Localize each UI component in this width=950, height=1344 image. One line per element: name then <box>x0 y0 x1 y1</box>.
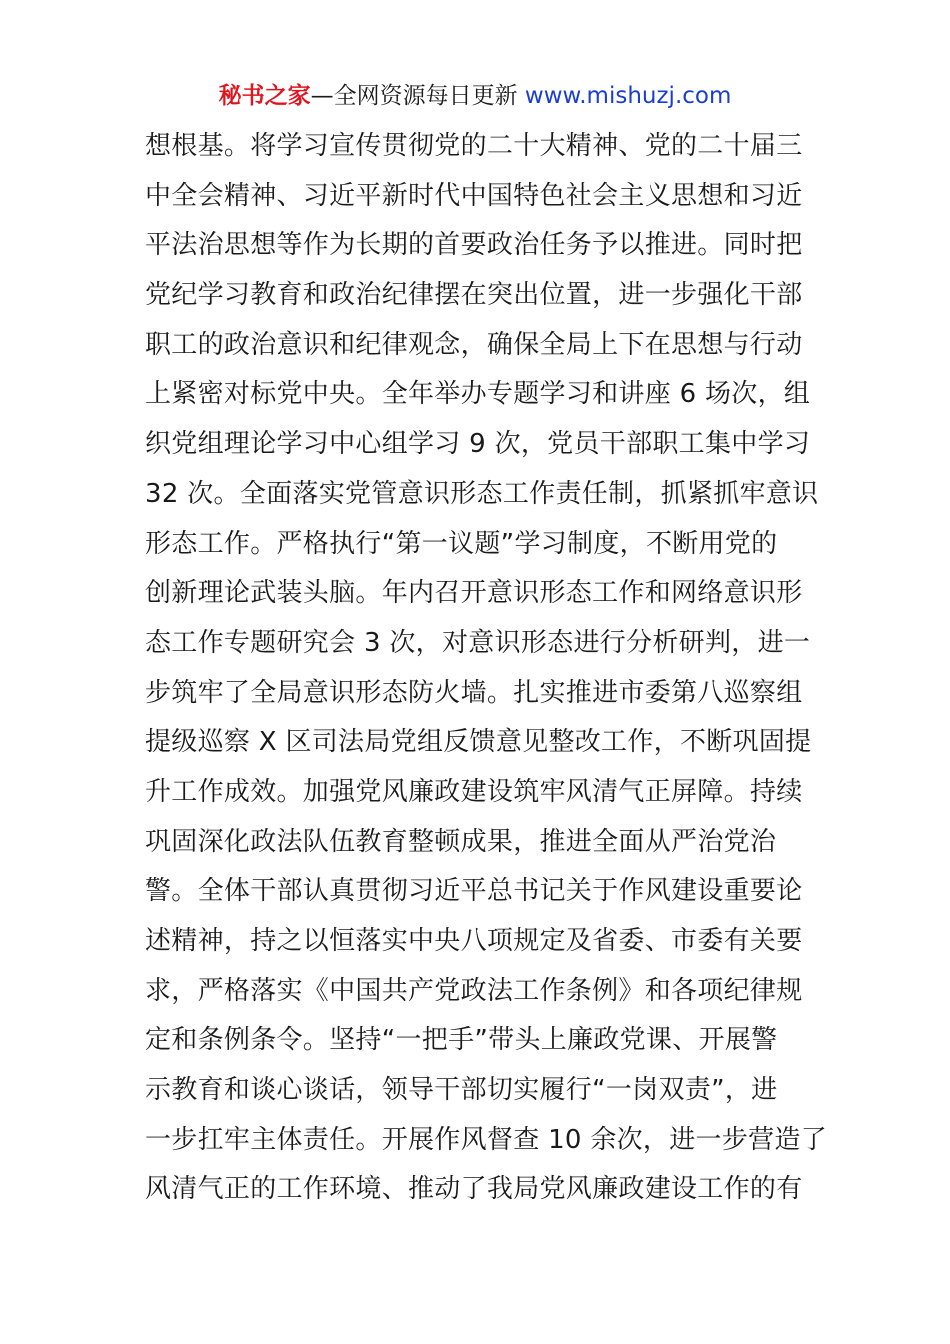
text-line: 升工作成效。加强党风廉政建设筑牢风清气正屏障。持续 <box>145 776 803 807</box>
header-tagline: —全网资源每日更新 <box>310 83 525 109</box>
text-line: 警。全体干部认真贯彻习近平总书记关于作风建设重要论 <box>145 876 803 907</box>
text-line: 求，严格落实《中国共产党政法工作条例》和各项纪律规 <box>145 975 803 1006</box>
text-line: 示教育和谈心谈话，领导干部切实履行“一岗双责”，进 <box>145 1075 778 1106</box>
text-line: 创新理论武装头脑。年内召开意识形态工作和网络意识形 <box>145 578 803 609</box>
document-body <box>145 122 828 1215</box>
text-line: 一步扛牢主体责任。开展作风督查 10 余次，进一步营造了 <box>145 1124 828 1155</box>
text-line: 32 次。全面落实党管意识形态工作责任制，抓紧抓牢意识 <box>145 478 819 509</box>
text-line: 上紧密对标党中央。全年举办专题学习和讲座 6 场次，组 <box>145 379 811 410</box>
text-line: 述精神，持之以恒落实中央八项规定及省委、市委有关要 <box>145 926 803 956</box>
text-line: 中全会精神、习近平新时代中国特色社会主义思想和习近 <box>145 180 803 211</box>
text-line: 定和条例条令。坚持“一把手”带头上廉政党课、开展警 <box>145 1025 778 1056</box>
text-line: 想根基。将学习宣传贯彻党的二十大精神、党的二十届三 <box>145 131 803 161</box>
text-line: 职工的政治意识和纪律观念，确保全局上下在思想与行动 <box>145 329 803 360</box>
text-line: 提级巡察 X 区司法局党组反馈意见整改工作，不断巩固提 <box>145 727 812 758</box>
text-line: 巩固深化政法队伍教育整顿成果，推进全面从严治党治 <box>145 826 777 857</box>
brand-name: 秘书之家 <box>218 83 311 109</box>
text-line: 风清气正的工作环境、推动了我局党风廉政建设工作的有 <box>145 1174 803 1205</box>
text-line: 形态工作。严格执行“第一议题”学习制度，不断用党的 <box>145 528 778 559</box>
text-line: 平法治思想等作为长期的首要政治任务予以推进。同时把 <box>145 230 803 261</box>
text-line: 党纪学习教育和政治纪律摆在突出位置，进一步强化干部 <box>145 280 803 311</box>
header-url[interactable]: www.mishuzj.com <box>524 83 732 109</box>
text-line: 步筑牢了全局意识形态防火墙。扎实推进市委第八巡察组 <box>145 677 803 708</box>
text-line: 态工作专题研究会 3 次，对意识形态进行分析研判，进一 <box>145 627 811 658</box>
page-header <box>0 80 950 112</box>
text-line: 织党组理论学习中心组学习 9 次，党员干部职工集中学习 <box>145 429 811 460</box>
